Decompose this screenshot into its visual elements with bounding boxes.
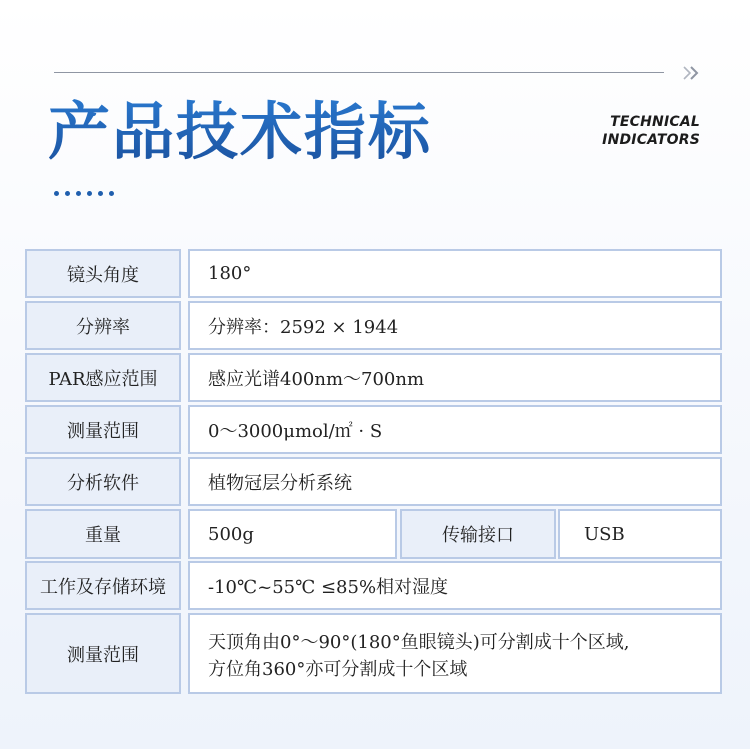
spec-row-measure-angles xyxy=(25,613,722,694)
spec-row-par-range xyxy=(25,353,722,402)
spec-label: 镜头角度 xyxy=(25,249,181,298)
spec-label: 传输接口 xyxy=(400,509,556,559)
spec-value: -10℃~55℃ ≤85%相对湿度 xyxy=(188,561,722,610)
spec-value xyxy=(188,613,722,694)
spec-label: PAR感应范围 xyxy=(25,353,181,402)
spec-value: 0～3000μmol/㎡ · S xyxy=(188,405,722,454)
spec-value: 180° xyxy=(188,249,722,298)
decorative-dots xyxy=(54,191,114,196)
spec-label: 分辨率 xyxy=(25,301,181,350)
header-divider xyxy=(54,72,664,73)
page-title: 产品技术指标 xyxy=(48,92,432,172)
spec-value: 分辨率：2592 × 1944 xyxy=(188,301,722,350)
spec-row-weight-interface xyxy=(25,509,722,559)
spec-value: USB xyxy=(558,509,722,559)
page-subtitle xyxy=(602,113,700,149)
spec-row-measure-range xyxy=(25,405,722,454)
spec-label: 测量范围 xyxy=(25,405,181,454)
spec-row-resolution xyxy=(25,301,722,350)
spec-value: 植物冠层分析系统 xyxy=(188,457,722,506)
spec-value-line-1: 天顶角由0°～90°(180°鱼眼镜头)可分割成十个区域, xyxy=(208,632,630,653)
spec-row-environment xyxy=(25,561,722,610)
spec-value-line-2: 方位角360°亦可分割成十个区域 xyxy=(208,659,468,680)
spec-value: 感应光谱400nm～700nm xyxy=(188,353,722,402)
subtitle-line-2: INDICATORS xyxy=(602,132,700,148)
double-chevron-right-icon xyxy=(682,64,702,82)
spec-row-software xyxy=(25,457,722,506)
spec-row-lens-angle xyxy=(25,249,722,298)
subtitle-line-1: TECHNICAL xyxy=(610,114,700,130)
spec-value: 500g xyxy=(188,509,397,559)
spec-label: 工作及存储环境 xyxy=(25,561,181,610)
spec-label: 重量 xyxy=(25,509,181,559)
spec-label: 测量范围 xyxy=(25,613,181,694)
spec-label: 分析软件 xyxy=(25,457,181,506)
